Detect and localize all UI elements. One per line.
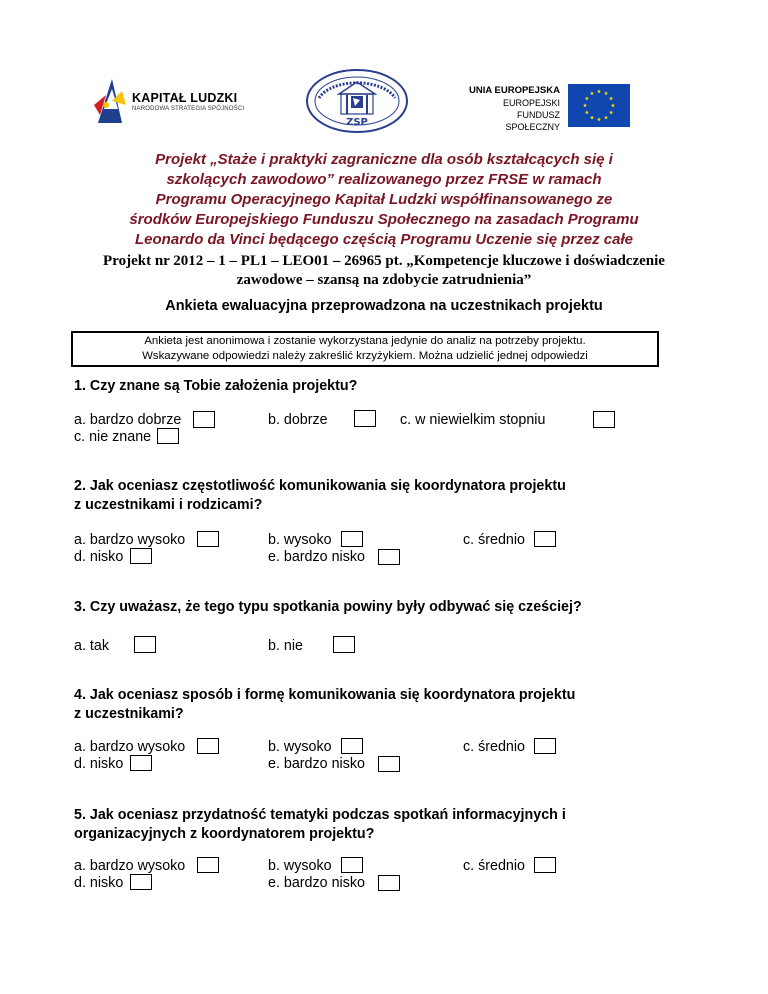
q5-option-d: d. nisko — [74, 875, 124, 891]
q1-checkbox-a[interactable] — [193, 411, 215, 428]
q5-checkbox-e[interactable] — [378, 875, 400, 891]
kapital-ludzki-title: KAPITAŁ LUDZKI — [132, 91, 238, 105]
ue-line1: UNIA EUROPEJSKA — [469, 85, 560, 96]
q3-checkbox-b[interactable] — [333, 636, 355, 653]
q4-option-d: d. nisko — [74, 756, 124, 772]
q5-checkbox-a[interactable] — [197, 857, 219, 873]
q2-option-e: e. bardzo nisko — [268, 549, 365, 565]
q5-option-c: c. średnio — [463, 858, 525, 874]
q3-option-a: a. tak — [74, 638, 109, 654]
question-2-title-line2: z uczestnikami i rodzicami? — [74, 497, 263, 513]
kapital-ludzki-emblem-icon — [92, 75, 128, 127]
q2-checkbox-b[interactable] — [341, 531, 363, 547]
question-3-title: 3. Czy uważasz, że tego typu spotkania powiny były odbywać się cześciej? — [74, 599, 582, 615]
project-number-line: zawodowe – szansą na zdobycie zatrudnienia” — [236, 272, 532, 288]
question-5-title-line1: 5. Jak oceniasz przydatność tematyki podczas spotkań informacyjnych i — [74, 807, 566, 823]
q4-option-c: c. średnio — [463, 739, 525, 755]
project-number-line: Projekt nr 2012 – 1 – PL1 – LEO01 – 26965 pt. „Kompetencje kluczowe i doświadczenie — [103, 253, 665, 269]
eu-fund-label — [462, 85, 560, 133]
project-headline — [60, 150, 708, 250]
q4-option-a: a. bardzo wysoko — [74, 739, 186, 755]
q3-checkbox-a[interactable] — [134, 636, 156, 653]
headline-line: Leonardo da Vinci będącego częścią Programu Uczenie się przez całe — [135, 231, 633, 248]
q2-checkbox-a[interactable] — [197, 531, 219, 547]
q4-checkbox-c[interactable] — [534, 738, 556, 754]
q2-option-a: a. bardzo wysoko — [74, 532, 186, 548]
headline-line: środków Europejskiego Funduszu Społecznego na zasadach Programu — [129, 211, 639, 228]
question-5-title-line2: organizacyjnych z koordynatorem projektu? — [74, 826, 375, 842]
q5-checkbox-d[interactable] — [130, 874, 152, 890]
question-1-title: 1. Czy znane są Tobie założenia projektu? — [74, 378, 358, 394]
question-4-title-line2: z uczestnikami? — [74, 706, 184, 722]
q5-checkbox-b[interactable] — [341, 857, 363, 873]
q5-option-e: e. bardzo nisko — [268, 875, 365, 891]
question-2-title-line1: 2. Jak oceniasz częstotliwość komunikowania się koordynatora projektu — [74, 478, 566, 494]
q4-option-b: b. wysoko — [268, 739, 332, 755]
q5-option-a: a. bardzo wysoko — [74, 858, 186, 874]
headline-line: szkolących zawodowo” realizowanego przez FRSE w ramach — [166, 171, 602, 188]
q1-option-b: b. dobrze — [268, 412, 328, 428]
q5-option-b: b. wysoko — [268, 858, 332, 874]
q3-option-b: b. nie — [268, 638, 303, 654]
q1-checkbox-b[interactable] — [354, 410, 376, 427]
ue-line3: FUNDUSZ SPOŁECZNY — [505, 110, 560, 132]
q4-checkbox-e[interactable] — [378, 756, 400, 772]
instructions-line: Ankieta jest anonimowa i zostanie wykorzystana jedynie do analiz na potrzeby projektu. — [144, 335, 586, 347]
q4-checkbox-a[interactable] — [197, 738, 219, 754]
q4-checkbox-d[interactable] — [130, 755, 152, 771]
zsp-school-seal — [305, 68, 409, 134]
ue-line2: EUROPEJSKI — [502, 98, 560, 108]
q2-option-b: b. wysoko — [268, 532, 332, 548]
q4-option-e: e. bardzo nisko — [268, 756, 365, 772]
zsp-seal-text: ZSP — [346, 117, 368, 128]
q1-checkbox-c2[interactable] — [157, 428, 179, 444]
headline-line: Projekt „Staże i praktyki zagraniczne dla osób kształcących się i — [155, 151, 613, 168]
q1-checkbox-c[interactable] — [593, 411, 615, 428]
q2-checkbox-d[interactable] — [130, 548, 152, 564]
kapital-ludzki-subtitle: NARODOWA STRATEGIA SPÓJNOŚCI — [132, 106, 245, 112]
q2-checkbox-c[interactable] — [534, 531, 556, 547]
q2-option-c: c. średnio — [463, 532, 525, 548]
survey-title: Ankieta ewaluacyjna przeprowadzona na uczestnikach projektu — [165, 298, 603, 314]
question-4-title-line1: 4. Jak oceniasz sposób i formę komunikowania się koordynatora projektu — [74, 687, 576, 703]
q5-checkbox-c[interactable] — [534, 857, 556, 873]
instructions-box — [71, 331, 659, 367]
kapital-ludzki-logo — [92, 75, 252, 127]
eu-flag-icon — [568, 84, 630, 127]
instructions-line: Wskazywane odpowiedzi należy zakreślić krzyżykiem. Można udzielić jednej odpowiedzi — [142, 349, 588, 362]
q1-option-c2: c. nie znane — [74, 429, 152, 445]
headline-line: Programu Operacyjnego Kapitał Ludzki współfinansowanego ze — [155, 191, 613, 208]
project-number — [60, 252, 708, 290]
q2-checkbox-e[interactable] — [378, 549, 400, 565]
q2-option-d: d. nisko — [74, 549, 124, 565]
q1-option-a: a. bardzo dobrze — [74, 412, 182, 428]
q4-checkbox-b[interactable] — [341, 738, 363, 754]
q1-option-c: c. w niewielkim stopniu — [400, 412, 546, 428]
